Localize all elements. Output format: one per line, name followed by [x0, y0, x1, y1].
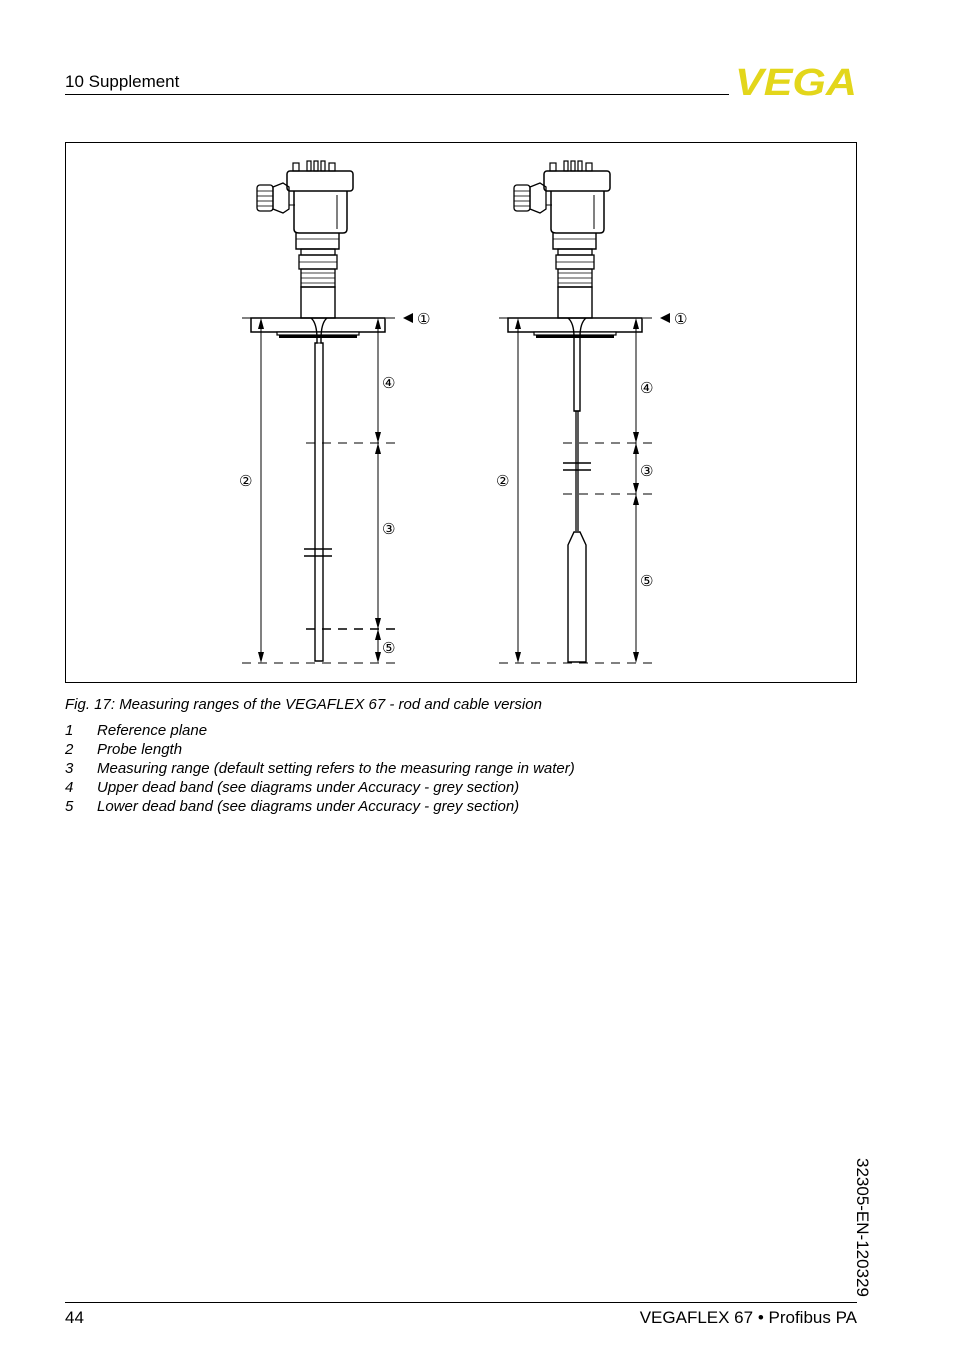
page-number: 44 [65, 1308, 84, 1327]
legend-item [65, 778, 575, 797]
section-heading: 10 Supplement [65, 72, 180, 91]
logo-text: VEGA [735, 64, 857, 100]
legend-item [65, 740, 575, 759]
legend-text: Reference plane [97, 722, 208, 739]
legend-item [65, 759, 575, 778]
figure-frame [65, 142, 857, 683]
legend-text: Measuring range (default setting refers to the measuring range in water) [97, 760, 575, 777]
legend-number: 5 [65, 798, 74, 815]
cable-version-drawing [496, 161, 687, 663]
legend-number: 2 [65, 741, 74, 758]
callout-3-right: ③ [640, 462, 654, 480]
callout-5-left: ⑤ [382, 639, 396, 657]
legend-number: 1 [65, 722, 74, 739]
legend-text: Lower dead band (see diagrams under Accuracy - grey section) [97, 798, 520, 815]
legend-item [65, 721, 575, 740]
footer-rule [65, 1302, 857, 1303]
callout-1-right: ① [674, 310, 688, 328]
callout-2-right: ② [496, 472, 510, 490]
legend-text: Upper dead band (see diagrams under Accuracy - grey section) [97, 779, 520, 796]
header-rule [65, 94, 729, 95]
legend-text: Probe length [97, 741, 183, 758]
legend-number: 3 [65, 760, 74, 777]
rod-version-drawing [239, 161, 430, 663]
callout-1-left: ① [417, 310, 431, 328]
legend-number: 4 [65, 779, 74, 796]
callout-4-right: ④ [640, 379, 654, 397]
vega-logo [735, 64, 859, 100]
callout-2-left: ② [239, 472, 253, 490]
callout-3-left: ③ [382, 520, 396, 538]
figure-caption: Fig. 17: Measuring ranges of the VEGAFLEX 67 - rod and cable version [65, 696, 542, 713]
product-name: VEGAFLEX 67 • Profibus PA [639, 1308, 857, 1327]
figure-legend [65, 721, 575, 816]
legend-item [65, 797, 575, 816]
document-code: 32305-EN-120329 [853, 1158, 872, 1297]
callout-4-left: ④ [382, 374, 396, 392]
callout-5-right: ⑤ [640, 572, 654, 590]
probe-diagram [66, 143, 858, 684]
